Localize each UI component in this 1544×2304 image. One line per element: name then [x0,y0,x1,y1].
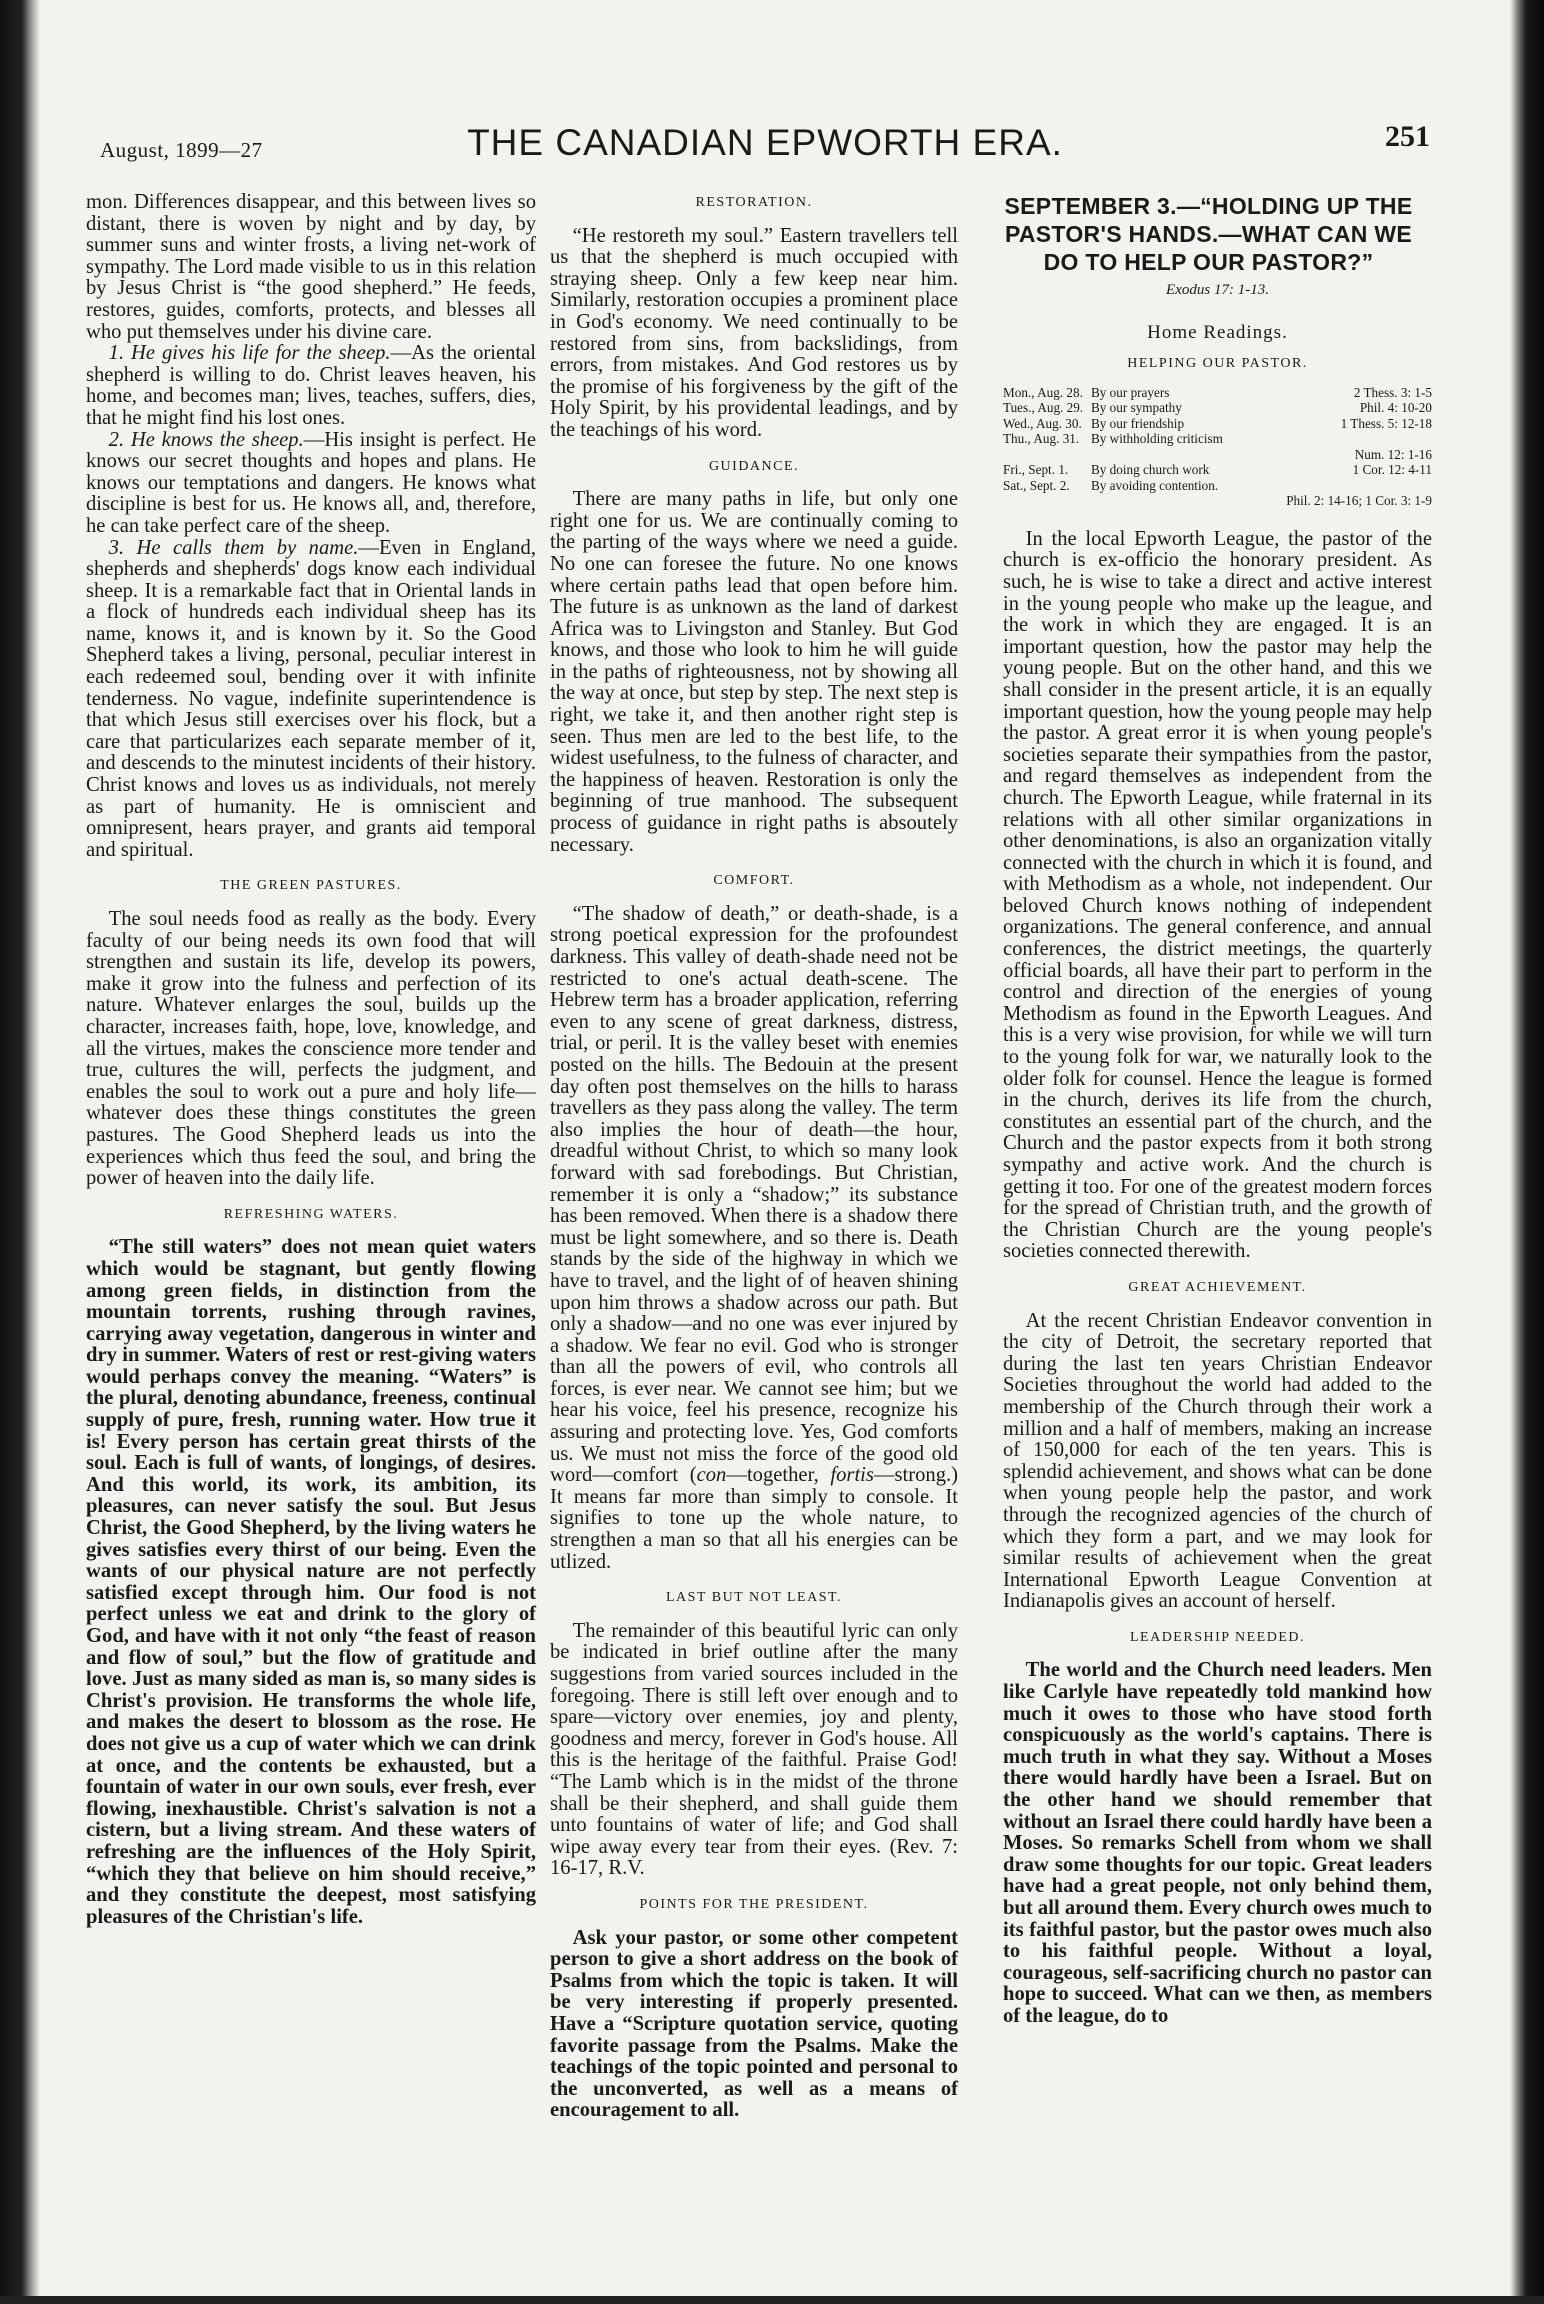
reading-day: Fri., Sept. 1. [1003,462,1069,478]
paragraph [550,904,958,1573]
paragraph: mon. Differences disappear, and this between lives so distant, there is woven by night and by day, by summer suns and winter frosts, a living net-work of sympathy. The Lord made visible to us in this relation by Jesus Christ is “the good shepherd.” He feeds, restores, guides, comforts, protects, and blesses all who put themselves under his divine care. [86,191,536,343]
reading-text: By our prayers [1091,384,1170,400]
reading-day: Tues., Aug. 29. [1003,400,1084,416]
latin-word: fortis [830,1464,874,1487]
reading-ref: Phil. 4: 10-20 [1359,400,1432,416]
reading-day: Sat., Sept. 2. [1003,477,1070,493]
reading-continuation: Phil. 2: 14-16; 1 Cor. 3: 1-9 [1286,493,1432,509]
paragraph: There are many paths in life, but only one right one for us. We are continually coming to the parting of the ways where we need a guide. No one can foresee the future. No one knows where certain paths lead that open before him. The future is as unknown as the land of darkest Africa was to Livingston and Stanley. But God knows, and those who look to him he will guide in the paths of righteousness, not by showing all the way at once, but step by step. The next step is right, we take it, and then another right step is seen. Thus men are led to the best life, to the widest usefulness, to the fulness of character, and the happiness of heaven. Restoration is only the beginning of true manhood. The subsequent process of guidance in right paths is absoutely necessary. [550,488,958,856]
readings-table [1003,385,1432,509]
paragraph: At the recent Christian Endeavor convention in the city of Detroit, the secretary reported that during the last ten years Christian Endeavor Societies throughout the world had added to the membership of the Church through their work a million and a half of members, making an increase of 150,000 for each of the ten years. This is splendid achievement, and shows what can be done when young people help the pastor, and work through the recognized agencies of the church of which they form a part, and we may look for similar results of achievement when the great International Epworth League Convention at Indianapolis gives an account of herself. [1003,1309,1432,1613]
point-heading: 3. He calls them by name. [108,536,359,559]
reading-text: By doing church work [1091,462,1210,478]
reading-text: By withholding criticism [1091,431,1223,447]
section-heading: LAST BUT NOT LEAST. [665,1590,843,1606]
reading-ref [1426,431,1432,447]
section-heading: THE GREEN PASTURES. [220,878,402,894]
paragraph: In the local Epworth League, the pastor of the church is ex-officio the honorary president. As such, he is wise to take a direct and active interest in the young people who make up the league, and the work in which they are engaged. It is an important question, how the pastor may help the young people. But on the other hand, and this we shall consider in the present article, it is an equally important question, how the young people may help the pastor. A great error it is when young people's societies separate their sympathies from the pastor, and regard themselves as independent from the church. The Epworth League, while fraternal in its relations with all other similar organizations in other denominations, is also an organization vitally connected with the church in which it is found, and with Methodism as a whole, not independent. Our beloved Church knows nothing of independent organizations. The general conference, and annual conferences, the district meetings, the quarterly official boards, all have their part to perform in the control and direction of the energies of young Methodism as found in the Epworth Leagues. And this is a very wise provision, for while we will turn to the young folk for war, we naturally look to the older folk for counsel. Hence the league is formed in the church, derives its life from the church, constitutes an essential part of the church, and the Church and the pastor expects from it both strong sympathy and active work. And the church is getting it too. For one of the greatest modern forces for the spread of Christian truth, and the growth of the Christian Church are the young people's societies connected therewith. [1003,527,1432,1263]
latin-word: con [696,1464,727,1487]
paragraph [86,430,536,538]
topic-title: SEPTEMBER 3.—“HOLDING UP THE PASTOR'S HANDS.—WHAT CAN WE DO TO HELP OUR PASTOR?” [1004,193,1413,275]
paragraph-text: —strong.) It means far more than simply to console. It signifies to tone up the whole nature, to strengthen a man so that all his energies can be utlized. [550,1464,958,1573]
column-middle [550,192,958,2122]
page-binding-shadow [0,0,40,2304]
page-right-edge [1510,0,1544,2304]
issue-date: August, 1899—27 [100,138,263,162]
reading-day: Wed., Aug. 30. [1003,415,1082,431]
paragraph-text: —As the oriental shepherd is willing to do. Christ leaves heaven, his home, and becomes man; lives, teaches, suffers, dies, that he might find his lost ones. [86,342,536,429]
column-right [1003,192,1432,2028]
point-heading: 1. He gives his life for the sheep. [108,342,391,365]
paragraph: Ask your pastor, or some other competent person to give a short address on the book of Psalms from which the topic is taken. It will be very interesting if properly presented. Have a “Scripture quotation service, quoting favorite passage from the Psalms. Make the teachings of the topic pointed and personal to the unconverted, as well as a means of encouragement to all. [550,1926,958,2122]
paragraph: The remainder of this beautiful lyric can only be indicated in brief outline after the many suggestions from varied sources included in the foregoing. There is still left over enough and to spare—victory over enemies, joy and plenty, goodness and mercy, forever in God's house. All this is the heritage of the faithful. Praise God! “The Lamb which is in the midst of the throne shall be their shepherd, and shall guide them unto fountains of water of life; and God shall wipe away every tear from their eyes. (Rev. 7: 16-17, R.V. [550,1619,958,1880]
point-heading: 2. He knows the sheep. [108,428,304,451]
readings-subtitle: HELPING OUR PASTOR. [1127,356,1308,372]
section-heading: GUIDANCE. [708,458,800,474]
paragraph: The soul needs food as really as the body. Every faculty of our being needs its own food that will strengthen and sustain its life, develop its powers, make it grow into the fulness and perfection of its nature. Whatever enlarges the soul, builds up the character, increases faith, hope, love, knowledge, and all the virtues, makes the conscience more tender and true, cultures the will, perfects the judgment, and enables the soul to work out a pure and holy life—whatever does these things constitutes the green pastures. The Good Shepherd leads us into the experiences which thus feed the soul, and bring the power of heaven into the daily life. [86,908,536,1190]
paragraph-text: “The shadow of death,” or death-shade, is a strong poetical expression for the profoundest darkness. This valley of death-shade need not be restricted to one's actual death-scene. The Hebrew term has a broader application, referring even to any scene of great darkness, distress, trial, or peril. It is the valley beset with enemies posted on the hills. The Bedouin at the present day often post themselves on the hills to harass travellers as they pass along the valley. The term also implies the hour of death—the hour, dreadful without Christ, to which so many look forward with sad forebodings. But Christian, remember it is only a “shadow;” its substance has been removed. When there is a shadow there must be light somewhere, and so there is. Death stands by the side of the highway in which we have to travel, and the light of of heaven shining upon him throws a shadow across our path. But only a shadow—and no one was ever injured by a shadow. We fear no evil. God who is stronger than all the powers of evil, who controls all forces, is ever near. We cannot see him; but we hear his voice, feel his presence, recognize his assuring and protecting love. Yes, God comforts us. We must not miss the force of the good old word—comfort ( [550,902,958,1487]
reading-ref: 1 Cor. 12: 4-11 [1352,462,1432,478]
reading-ref: 2 Thess. 3: 1-5 [1353,384,1432,400]
paragraph: The world and the Church need leaders. Men like Carlyle have repeatedly told mankind how much it owes to those who have stood forth conspicuously as the world's captains. There is much truth in what they say. Without a Moses there would hardly have been a Israel. But on the other hand we should remember that without an Israel there could hardly have been a Moses. So remarks Schell from whom we shall draw some thoughts for our topic. Great leaders have had a great people, not only behind them, but all around them. Every church owes much to its faithful pastor, but the pastor owes much also to his faithful people. Without a loyal, courageous, self-sacrificing church no pastor can hope to succeed. What can we then, as members of the league, do to [1003,1659,1432,2027]
reading-ref [1426,478,1432,494]
section-heading: COMFORT. [713,873,795,889]
paragraph [86,538,536,862]
section-heading: REFRESHING WATERS. [223,1206,399,1222]
section-heading: LEADERSHIP NEEDED. [1129,1629,1306,1645]
reading-row [1003,416,1432,432]
paragraph [86,343,536,429]
section-heading: RESTORATION. [695,195,813,210]
column-left [86,192,536,1928]
paragraph: “He restoreth my soul.” Eastern travellers tell us that the shepherd is much occupied with straying sheep. Only a few keep near him. Similarly, restoration occupies a prominent place in God's economy. We need continually to be restored from sins, from backslidings, from errors, from mistakes. And God restores us by the promise of his forgiveness by the gift of the Holy Spirit, by his providental leadings, and by the teachings of his word. [550,224,958,441]
reading-row [1003,431,1432,447]
page-bottom-edge [0,2296,1544,2304]
scripture-reference: Exodus 17: 1-13. [1166,282,1269,298]
reading-day: Thu., Aug. 31. [1003,431,1080,447]
paragraph: “The still waters” does not mean quiet waters which would be stagnant, but gently flowing among green fields, in distinction from the mountain torrents, rushing through ravines, carrying away vegetation, dangerous in winter and dry in summer. Waters of rest or rest-giving waters would perhaps convey the meaning. “Waters” is the plural, denoting abundance, freeness, continual supply of pure, fresh, running water. How true it is! Every person has certain great thirsts of the soul. Each is full of wants, of longings, of desires. And this world, its work, its ambition, its pleasures, can never satisfy the soul. But Jesus Christ, the Good Shepherd, by the living waters he gives satisfies every thirst of our being. Even the wants of our physical nature are not perfectly satisfied except through him. Our food is not perfect unless we eat and drink to the glory of God, and have with it not only “the feast of reason and flow of soul,” but the flow of gratitude and love. Just as many sided as man is, so many sides is Christ's provision. He transforms the whole life, and makes the desert to blossom as the rose. He does not give us a cup of water which we can drink at once, and the contents be exhausted, but a fountain of water in our own souls, ever fresh, ever flowing, inexhaustible. Christ's salvation is not a cistern, but a living stream. And these waters of refreshing are the influences of the Holy Spirit, “which they that believe on him should receive,” and they constitute the deepest, most satisfying pleasures of the Christian's life. [86,1236,536,1928]
reading-ref: 1 Thess. 5: 12-18 [1340,415,1432,431]
publication-title: THE CANADIAN EPWORTH ERA. [467,122,1063,163]
reading-continuation: Num. 12: 1-16 [1354,446,1432,462]
reading-row [1003,462,1432,478]
section-heading: GREAT ACHIEVEMENT. [1128,1279,1307,1295]
paragraph-text: —together, [726,1464,831,1487]
home-readings-title: Home Readings. [1147,321,1288,343]
page-header [100,118,1430,178]
reading-text: By our friendship [1091,415,1185,431]
paragraph-text: —His insight is perfect. He knows our secret thoughts and hopes and plans. He knows our temptations and dangers. He knows what discipline is best for us. He knows all, and, therefore, he can take perfect care of the sheep. [86,428,536,537]
reading-row [1003,385,1432,401]
reading-row [1003,478,1432,494]
reading-text: By our sympathy [1091,400,1182,416]
reading-row [1003,400,1432,416]
paragraph-text: —Even in England, shepherds and shepherds' dogs know each individual sheep. It is a remarkable fact that in Oriental lands in a flock of hundreds each individual sheep has its name, knows it, and is known by it. So the Good Shepherd takes a living, personal, peculiar interest in each redeemed soul, bending over it with infinite tenderness. No vague, indefinite superintendence is that which Jesus still exercises over his flock, but a care that particularizes each separate member of it, and descends to the minutest incidents of their history. Christ knows and loves us as individuals, not merely as part of humanity. He is omniscient and omnipresent, hears prayer, and grants aid temporal and spiritual. [86,536,536,861]
reading-day: Mon., Aug. 28. [1003,384,1083,400]
page-number: 251 [1385,120,1430,153]
reading-text: By avoiding contention. [1091,477,1219,493]
section-heading: POINTS FOR THE PRESIDENT. [639,1896,869,1912]
